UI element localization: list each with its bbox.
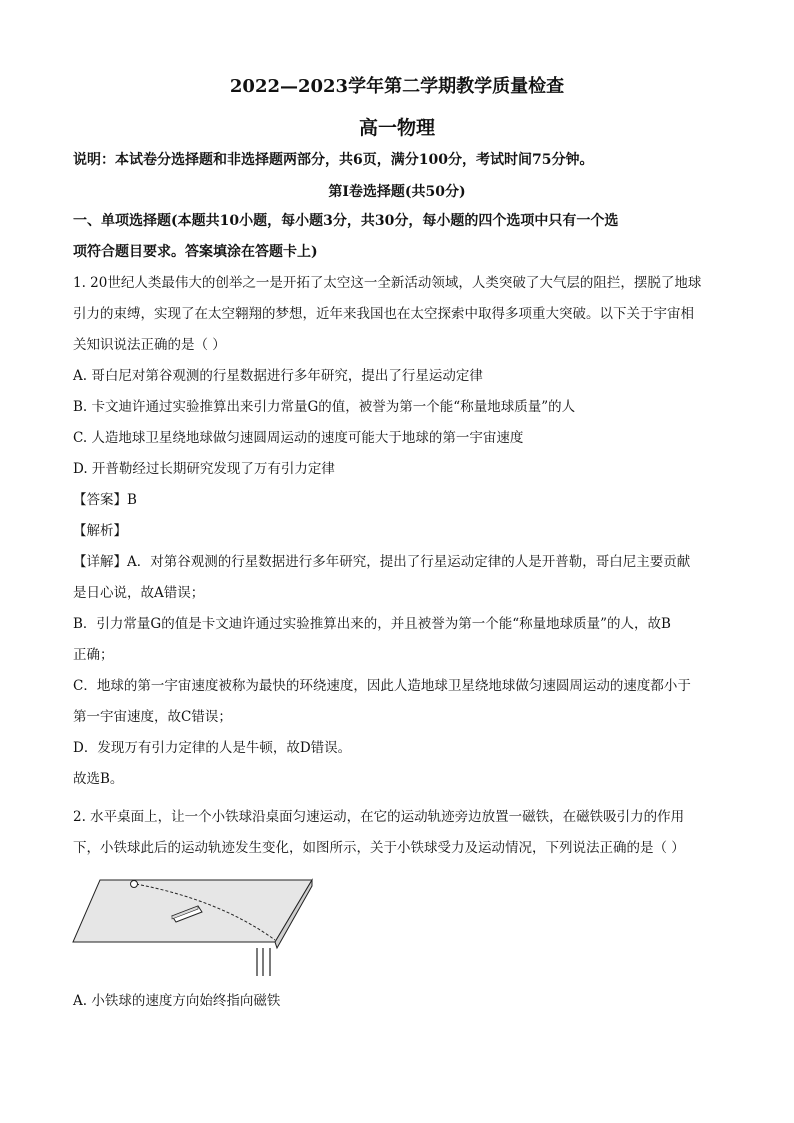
- question-1: [73, 268, 723, 795]
- part1-heading-line1: 一、单项选择题(本题共10小题，每小题3分，共30分，每小题的四个选项中只有一个选: [73, 213, 619, 229]
- q1-option-d: D. 开普勒经过长期研究发现了万有引力定律: [73, 461, 335, 477]
- table-magnet-figure: [70, 872, 320, 982]
- question-2: [73, 802, 723, 864]
- q1-detail-line6: 第一宇宙速度，故C错误；: [73, 709, 232, 725]
- q1-option-c: C. 人造地球卫星绕地球做匀速圆周运动的速度可能大于地球的第一宇宙速度: [73, 430, 524, 446]
- q1-detail-line5: C．地球的第一宇宙速度被称为最快的环绕速度，因此人造地球卫星绕地球做匀速圆周运动的速度都小于: [73, 678, 691, 694]
- iron-ball: [131, 881, 138, 888]
- q1-conclusion: 故选B。: [73, 771, 124, 787]
- q1-detail-line2: 是日心说，故A错误；: [73, 585, 205, 601]
- q1-detail-line3: B．引力常量G的值是卡文迪许通过实验推算出来的，并且被誉为第一个能“称量地球质量”的人，故B: [73, 616, 671, 632]
- part1-heading-line2: 项符合题目要求。答案填涂在答题卡上): [73, 244, 318, 260]
- q2-stem-line2: 下，小铁球此后的运动轨迹发生变化，如图所示，关于小铁球受力及运动情况，下列说法正确的是（ ）: [73, 840, 685, 856]
- exam-subject: 高一物理: [358, 117, 435, 139]
- q1-stem-line2: 引力的束缚，实现了在太空翱翔的梦想，近年来我国也在太空探索中取得多项重大突破。以下关于宇宙相: [73, 306, 694, 322]
- q1-detail-line4: 正确；: [73, 647, 114, 663]
- q1-stem-line1: 1. 20世纪人类最伟大的创举之一是开拓了太空这一全新活动领域，人类突破了大气层的阻拦，摆脱了地球: [73, 275, 702, 291]
- q1-answer: 【答案】B: [73, 492, 137, 508]
- q1-analysis-label: 【解析】: [73, 523, 127, 539]
- q1-stem-line3: 关知识说法正确的是（ ）: [73, 337, 226, 353]
- q1-option-b: B. 卡文迪许通过实验推算出来引力常量G的值，被誉为第一个能“称量地球质量”的人: [73, 399, 576, 415]
- exam-instructions: 说明：本试卷分选择题和非选择题两部分，共6页，满分100分，考试时间75分钟。: [73, 152, 594, 168]
- q1-option-a: A. 哥白尼对第谷观测的行星数据进行多年研究，提出了行星运动定律: [73, 368, 483, 384]
- q1-detail-line7: D．发现万有引力定律的人是牛顿，故D错误。: [73, 740, 352, 756]
- question-2-options: [73, 986, 723, 1017]
- q2-option-a: A. 小铁球的速度方向始终指向磁铁: [73, 993, 281, 1009]
- q2-stem-line1: 2. 水平桌面上，让一个小铁球沿桌面匀速运动，在它的运动轨迹旁边放置一磁铁，在磁铁吸引力的作用: [73, 809, 685, 825]
- part1-heading: [73, 206, 723, 268]
- q1-detail-line1: 【详解】A．对第谷观测的行星数据进行多年研究，提出了行星运动定律的人是开普勒，哥白尼主要贡献: [73, 554, 691, 570]
- exam-title: 2022—2023学年第二学期教学质量检查: [229, 76, 565, 97]
- section-title: 第Ⅰ卷选择题(共50分): [328, 184, 466, 200]
